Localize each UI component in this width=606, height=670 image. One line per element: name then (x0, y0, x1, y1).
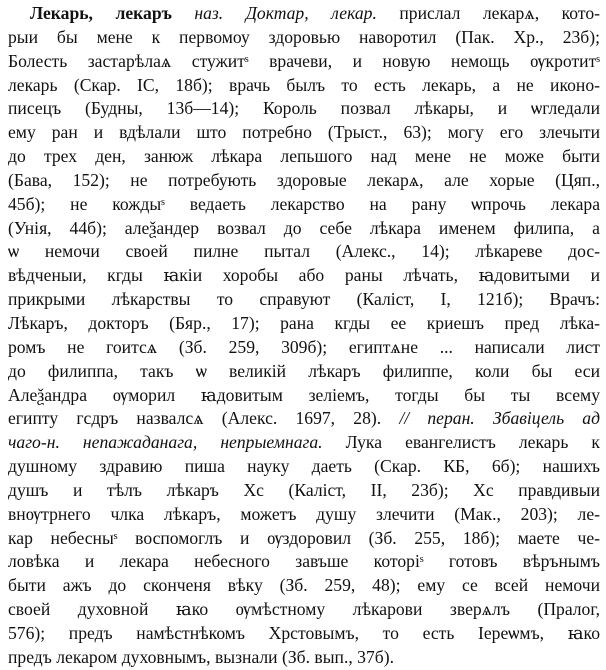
definition-text: // перан. Збавіцель ад (399, 408, 600, 429)
entry-line (8, 97, 600, 121)
entry-text: 45б); не кождыˢ ведаеть лекарство на рану ѡпрочь лекара (8, 193, 600, 214)
entry-line (8, 50, 600, 74)
entry-line (8, 622, 600, 646)
entry-text: внѹтрнего члка лѣкаръ, можетъ душу злечити (Мак., 203); ле- (8, 503, 600, 524)
entry-text: до филиппа, такъ ѡ великій лѣкаръ филиппе, коли бы еси (8, 360, 600, 381)
headword: Лекарь, лекаръ (30, 3, 172, 23)
entry-line (8, 2, 600, 26)
entry-text: прикрыми лѣкарствы то справуют (Каліст, I, 121б); Врачъ: (8, 289, 600, 310)
entry-line (8, 288, 600, 312)
entry-text: ловѣка и лекара небесного завъше которіˢ готовъ вѣрънымъ (8, 551, 600, 572)
entry-text: египту гсдръ назвалсѧ (Алекс. 1697, 28). (8, 408, 400, 429)
entry-text: Алеѯандра ѹморил ꙗдовитым зеліемъ, тогды бы ты всему (8, 384, 600, 405)
entry-text: Лука евангелистъ лекарь к (322, 432, 600, 453)
entry-text: писецъ (Будны, 13б—14); Король позвал лѣкары, и ѡгледали (8, 98, 600, 119)
entry-line (8, 550, 600, 574)
entry-line (8, 384, 600, 408)
entry-line (8, 312, 600, 336)
entry-line (8, 264, 600, 288)
entry-line (8, 240, 600, 264)
entry-text: Лѣкаръ, докторъ (Бяр., 17); рана кгды ее криешъ пред лѣка- (8, 312, 600, 333)
entry-text: (Унія, 44б); алеѯандер возвал до себе лѣкара именем филипа, а (8, 217, 600, 238)
entry-line (8, 360, 600, 384)
entry-text: рыи бы мене к первомоу здоровью наворотил (Пак. Хр., 23б); (8, 26, 600, 47)
entry-text: 576); предъ намѣстнѣкомъ Хрстовымъ, то есть Іереѡмъ, ꙗко (8, 622, 600, 643)
entry-text: Болесть застарѣлаѧ стужитˢ врачеви, и новую немощь ѹкротитˢ (8, 50, 600, 71)
entry-text: до трех ден, занюж лѣкара лепьшого над мене не може быти (8, 146, 600, 167)
entry-text: ѡ немочи своей пилне пытал (Алекс., 14); лѣкареве дос- (8, 241, 600, 262)
entry-text: вѣдченыи, кгды ꙗкіи хоробы або раны лѣчать, ꙗдовитыми и (8, 265, 600, 286)
entry-line (8, 145, 600, 169)
entry-text: душъ и тѣлъ лѣкаръ Хс (Каліст, II, 23б); Хс правдивыи (8, 479, 600, 500)
entry-line (8, 74, 600, 98)
entry-line (8, 336, 600, 360)
entry-line (8, 479, 600, 503)
entry-line (8, 503, 600, 527)
entry-line (8, 121, 600, 145)
entry-line (8, 193, 600, 217)
entry-text: лекарь (Скар. IC, 18б); врачь былъ то есть лекарь, а не иконо- (8, 74, 600, 95)
entry-line (8, 169, 600, 193)
entry-line (8, 407, 600, 431)
entry-text (172, 3, 195, 23)
entry-line (8, 574, 600, 598)
entry-text: предъ лекаром духовнымъ, вызнали (Зб. вып., 37б). (8, 646, 394, 667)
entry-text: своей духовной ꙗко ѹмѣстному лѣкарови зверѧлъ (Пралог, (8, 599, 600, 620)
entry-line (8, 455, 600, 479)
entry-text: ромъ не гоитсѧ (Зб. 259, 309б); египтѧне ... написали лист (8, 336, 600, 357)
entry-line (8, 598, 600, 622)
definition-text: чаго-н. непажаданага, непрыемнага. (8, 432, 323, 453)
entry-text: (Бава, 152); не потребують здоровые лекарѧ, але хорые (Цяп., (8, 169, 600, 190)
entry-line (8, 26, 600, 50)
entry-text: душному здравию пиша науку даеть (Скар. КБ, 6б); нашихъ (8, 456, 600, 477)
entry-text: быти ажъ до сконченя вѣку (Зб. 259, 48); ему се всей немочи (8, 575, 600, 596)
entry-line (8, 646, 600, 670)
definition-text: наз. Доктар, лекар. (194, 3, 377, 23)
entry-line (8, 217, 600, 241)
entry-text: кар небесныˢ воспомоглъ и ѹздоровил (Зб. 255, 18б); маете че- (8, 527, 600, 548)
entry-line (8, 431, 600, 455)
entry-text: прислал лекарѧ, кото- (376, 3, 600, 23)
entry-text: ему ран и вдѣлали што потребно (Трыст., 63); могу его злечыти (8, 122, 600, 143)
entry-line (8, 527, 600, 551)
